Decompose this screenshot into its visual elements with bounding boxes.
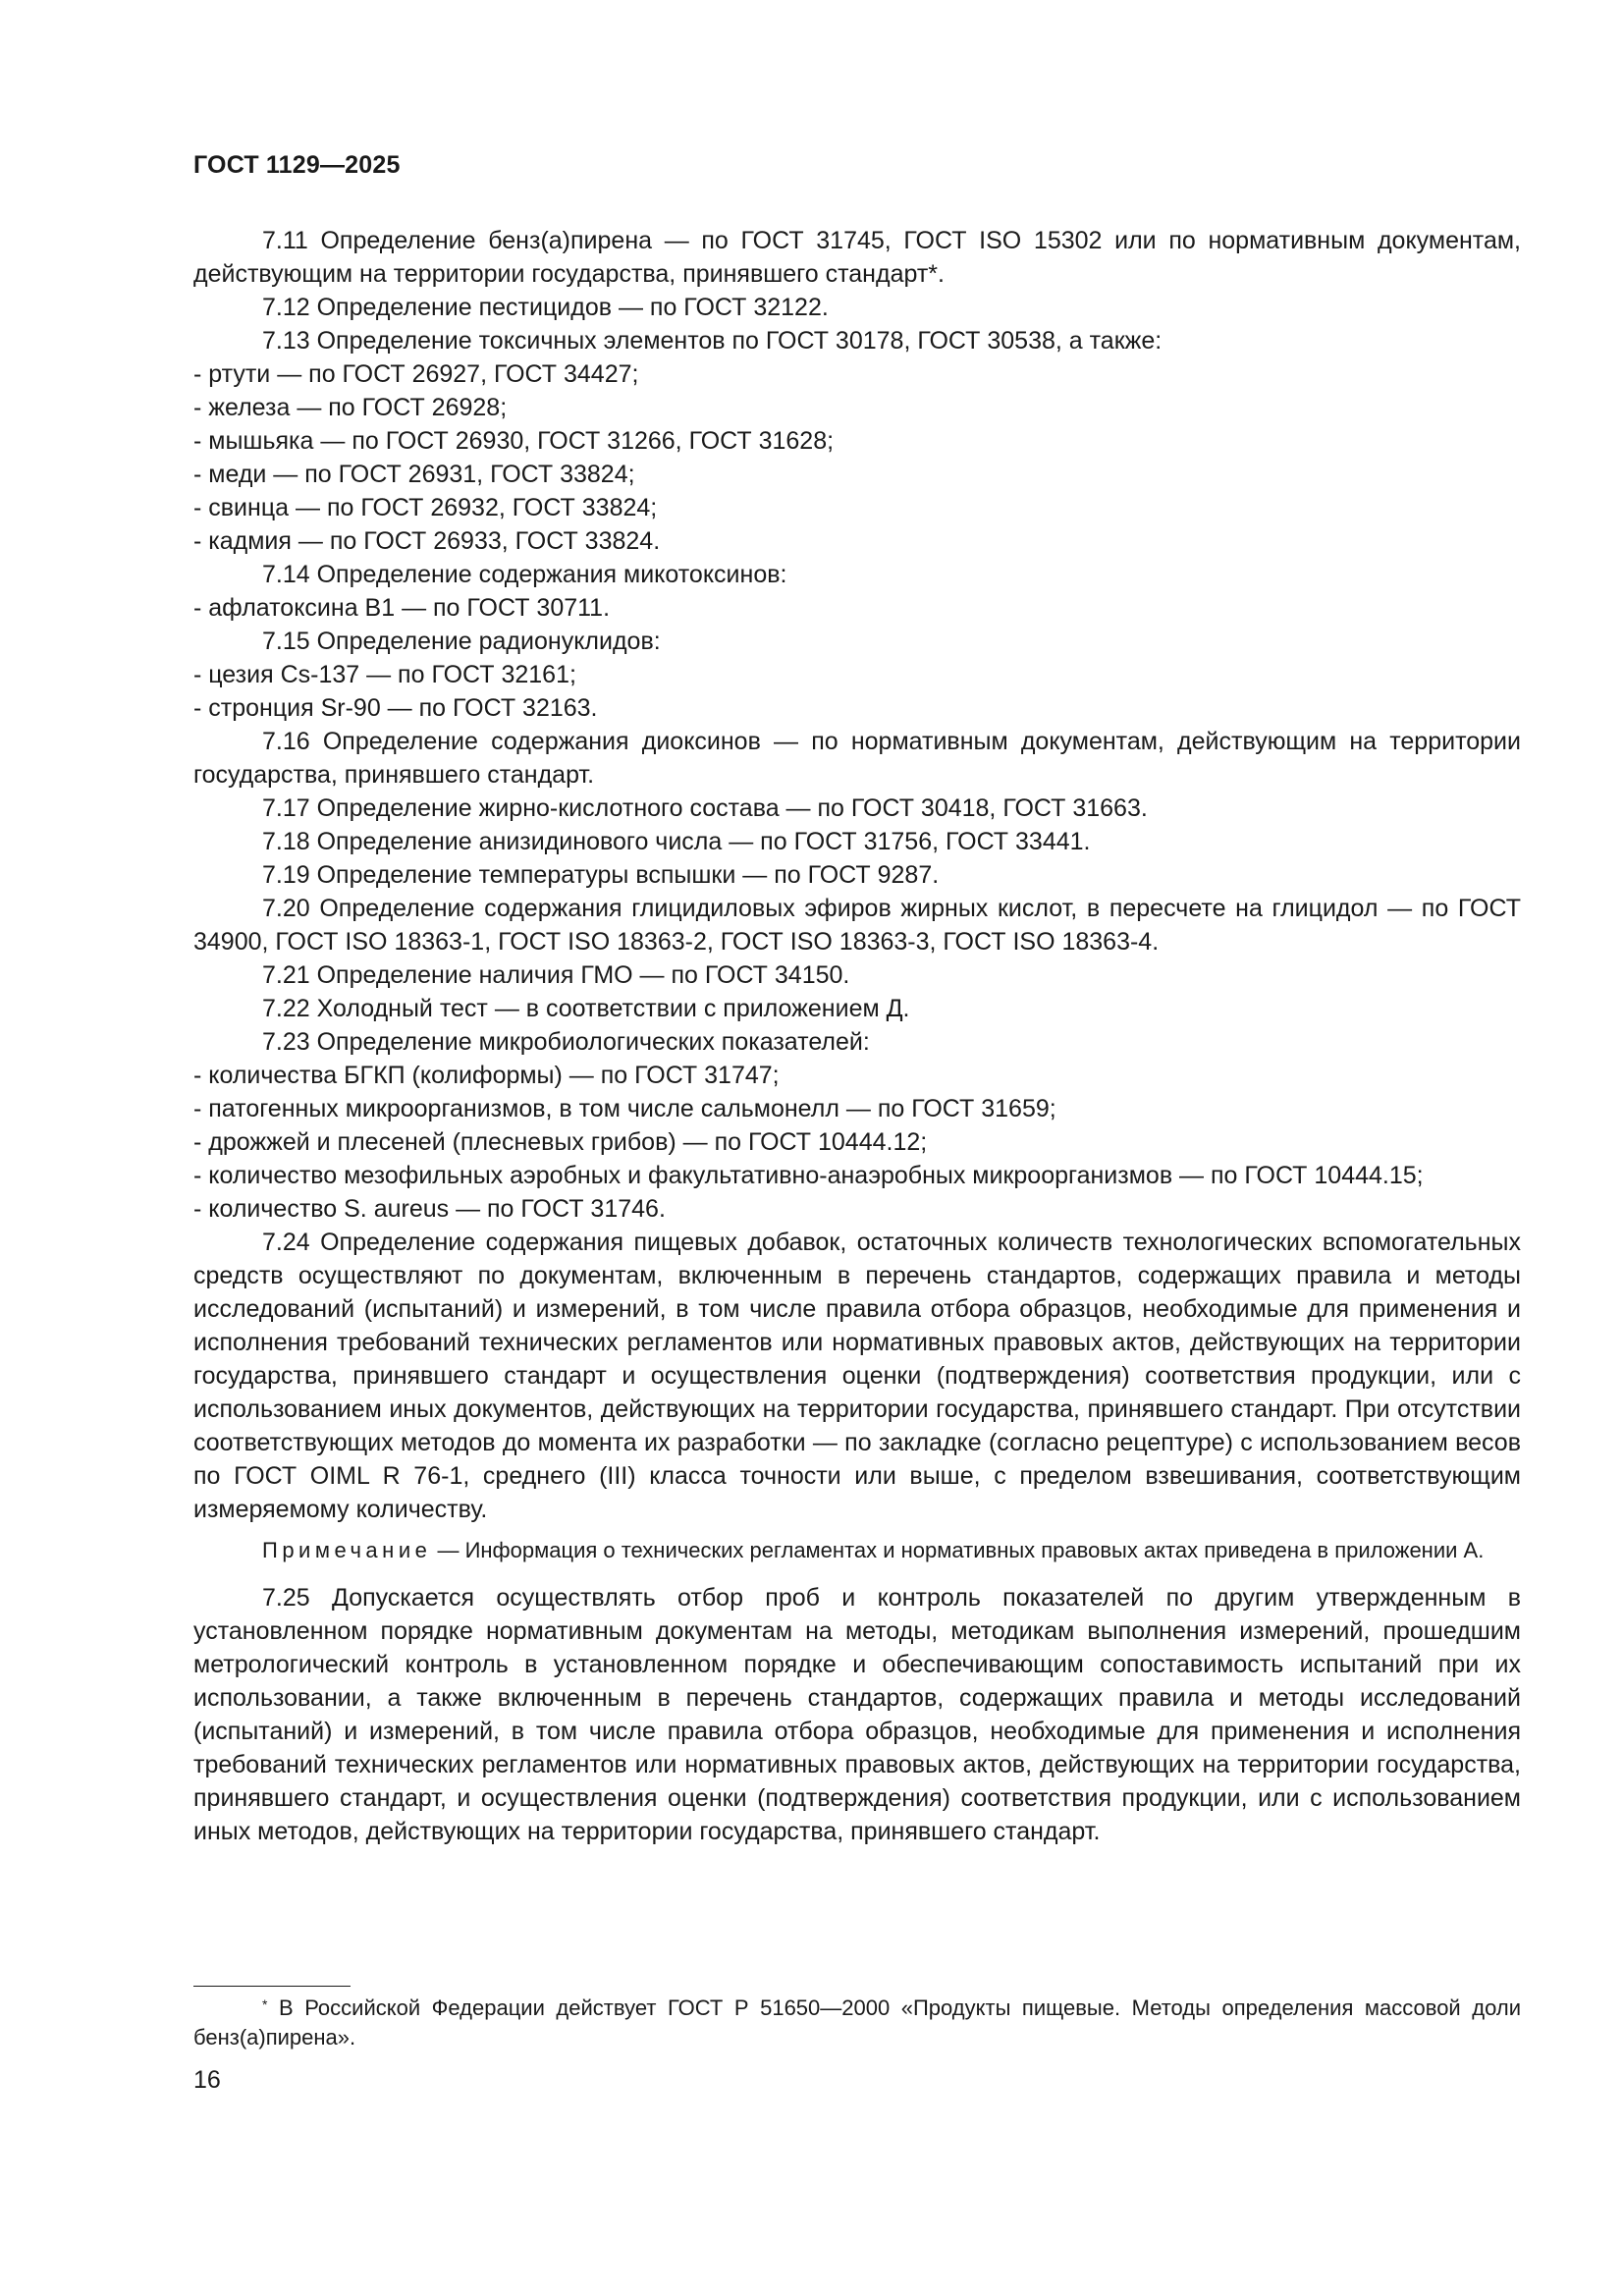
paragraph: 7.24 Определение содержания пищевых добавок, остаточных количеств технологических вспомогательных средств осуществляют по документам, включенным в перечень стандартов, содержащих правила и методы исследований (испытаний) и измерений, в том числе правила отбора образцов, необходимые для применения и исполнения требований технических регламентов или нормативных правовых актов, действующих на территории государства, принявшего стандарт и осуществления оценки (подтверждения) соответствия продукции, или с использованием иных документов, действующих на территории государства, принявшего стандарт. При отсутствии соответствующих методов до момента их разработки — по закладке (согласно рецептуре) с использованием весов по ГОСТ OIML R 76-1, среднего (III) класса точности или выше, с пределом взвешивания, соответствующим измеряемому количеству. xyxy=(193,1229,1521,1523)
paragraph: - кадмия — по ГОСТ 26933, ГОСТ 33824. xyxy=(193,527,661,555)
paragraph: 7.16 Определение содержания диоксинов — по нормативным документам, действующим на территории государства, принявшего стандарт. xyxy=(193,728,1521,789)
document-body xyxy=(193,224,1521,1848)
paragraph: - меди — по ГОСТ 26931, ГОСТ 33824; xyxy=(193,461,635,488)
note-block xyxy=(193,1536,1521,1565)
footnote-marker: * xyxy=(262,1996,268,2012)
paragraph: 7.19 Определение температуры вспышки — по ГОСТ 9287. xyxy=(262,861,940,889)
paragraph: - свинца — по ГОСТ 26932, ГОСТ 33824; xyxy=(193,494,658,521)
paragraph: 7.23 Определение микробиологических показателей: xyxy=(262,1028,870,1056)
paragraph: - патогенных микроорганизмов, в том числе сальмонелл — по ГОСТ 31659; xyxy=(193,1095,1056,1122)
paragraph: 7.15 Определение радионуклидов: xyxy=(262,628,661,655)
paragraph: - железа — по ГОСТ 26928; xyxy=(193,394,508,421)
paragraph: 7.22 Холодный тест — в соответствии с приложением Д. xyxy=(262,995,910,1022)
paragraph: 7.17 Определение жирно-кислотного состава — по ГОСТ 30418, ГОСТ 31663. xyxy=(262,794,1148,822)
paragraph: - мышьяка — по ГОСТ 26930, ГОСТ 31266, ГОСТ 31628; xyxy=(193,427,835,455)
paragraph: 7.11 Определение бенз(а)пирена — по ГОСТ 31745, ГОСТ ISO 15302 или по нормативным документам, действующим на территории государства, принявшего стандарт*. xyxy=(193,227,1521,288)
footnote xyxy=(193,1994,1521,2052)
document-code-header: ГОСТ 1129—2025 xyxy=(193,151,401,179)
footnote-text: В Российской Федерации действует ГОСТ Р 51650—2000 «Продукты пищевые. Методы определения массовой доли бенз(а)пирена». xyxy=(193,1995,1521,2050)
paragraph: - афлатоксина B1 — по ГОСТ 30711. xyxy=(193,594,611,622)
paragraph: - количество S. aureus — по ГОСТ 31746. xyxy=(193,1195,666,1223)
paragraph-7-25: 7.25 Допускается осуществлять отбор проб и контроль показателей по другим утвержденным в установленном порядке нормативным документам на методы, методикам выполнения измерений, прошедшим метрологический контроль в установленном порядке и обеспечивающим сопоставимость испытаний при их использовании, а также включенным в перечень стандартов, содержащих правила и методы исследований (испытаний) и измерений, в том числе правила отбора образцов, необходимые для применения и исполнения требований технических регламентов или нормативных правовых актов, действующих на территории государства, принявшего стандарт, и осуществления оценки (подтверждения) соответствия продукции, или с использованием иных методов, действующих на территории государства, принявшего стандарт. xyxy=(193,1584,1521,1845)
paragraph: - ртути — по ГОСТ 26927, ГОСТ 34427; xyxy=(193,360,639,388)
paragraph: - цезия Cs-137 — по ГОСТ 32161; xyxy=(193,661,576,688)
page-number: 16 xyxy=(193,2066,221,2094)
paragraph: 7.13 Определение токсичных элементов по ГОСТ 30178, ГОСТ 30538, а также: xyxy=(262,327,1163,355)
paragraph: - количества БГКП (колиформы) — по ГОСТ 31747; xyxy=(193,1062,780,1089)
paragraph: 7.21 Определение наличия ГМО — по ГОСТ 34150. xyxy=(262,961,850,989)
paragraph: 7.20 Определение содержания глицидиловых эфиров жирных кислот, в пересчете на глицидол — по ГОСТ 34900, ГОСТ ISO 18363-1, ГОСТ ISO 18363-2, ГОСТ ISO 18363-3, ГОСТ ISO 18363-4. xyxy=(193,895,1521,956)
note-text: — Информация о технических регламентах и нормативных правовых актах приведена в приложении А. xyxy=(431,1538,1485,1562)
paragraph: - количество мезофильных аэробных и факультативно-анаэробных микроорганизмов — по ГОСТ 10444.15; xyxy=(193,1162,1424,1189)
note-label: Примечание xyxy=(262,1538,432,1562)
paragraph: - дрожжей и плесеней (плесневых грибов) — по ГОСТ 10444.12; xyxy=(193,1128,928,1156)
paragraph: 7.18 Определение анизидинового числа — по ГОСТ 31756, ГОСТ 33441. xyxy=(262,828,1091,855)
paragraph-list xyxy=(193,224,1521,1526)
footnote-divider xyxy=(193,1986,351,1987)
paragraph: - стронция Sr-90 — по ГОСТ 32163. xyxy=(193,694,598,722)
paragraph: 7.12 Определение пестицидов — по ГОСТ 32122. xyxy=(262,294,829,321)
paragraph: 7.14 Определение содержания микотоксинов: xyxy=(262,561,787,588)
